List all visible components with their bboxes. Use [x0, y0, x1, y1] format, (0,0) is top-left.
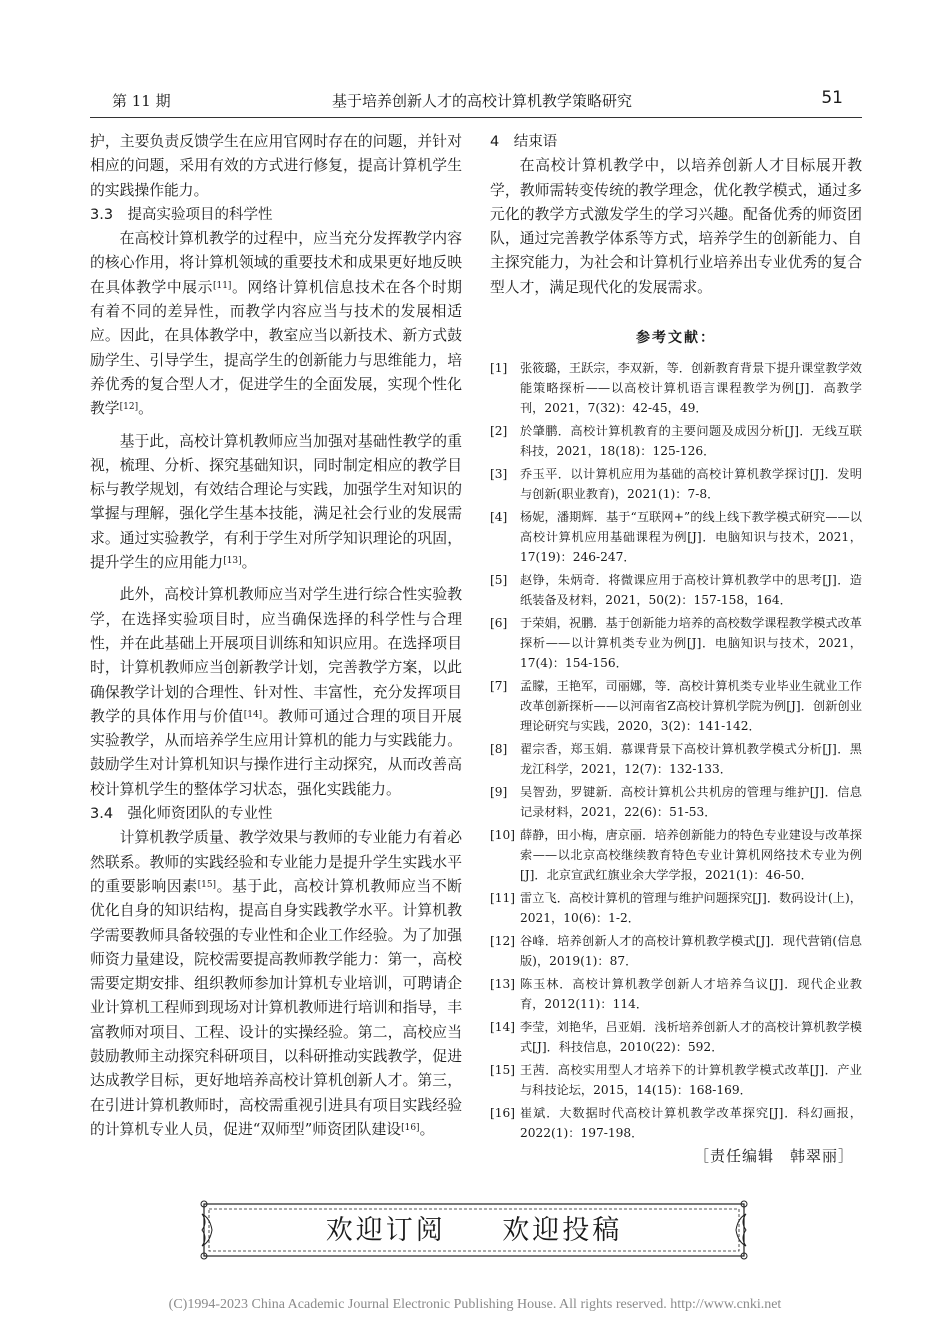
reference-item	[490, 570, 862, 610]
paragraph: 在高校计算机教学的过程中，应当充分发挥教学内容的核心作用，将计算机领域的重要技术和成果更好地反映在具体教学中展示[11]。网络计算机信息技术在各个时期有着不同的差异性，而教学内容应当与技术的发展相适应。因此，在具体教学中，教室应当以新技术、新方式鼓励学生、引导学生，提高学生的创新能力与思维能力，培养优秀的复合型人才，促进学生的全面发展，实现个性化教学[12]。	[90, 230, 462, 418]
reference-text: 薛静，田小梅，唐京丽．培养创新能力的特色专业建设与改革探索——以北京高校继续教育特色专业计算机网络技术专业为例[J]．北京宣武红旗业余大学学报，2021(1)：46-50．	[520, 828, 862, 883]
reference-number: [9]	[490, 785, 508, 800]
reference-item	[490, 507, 862, 567]
reference-number: [2]	[490, 424, 508, 439]
reference-number: [10]	[490, 828, 516, 843]
reference-item	[490, 464, 862, 504]
reference-text: 王茜．高校实用型人才培养下的计算机教学模式改革[J]．产业与科技论坛，2015，14(15)：168-169．	[520, 1063, 862, 1098]
reference-text: 于荣娟，祝鹏．基于创新能力培养的高校数学课程教学模式改革探析——以计算机类专业为例[J]．电脑知识与技术，2021，17(4)：154-156．	[520, 616, 862, 671]
left-column	[90, 130, 462, 1142]
running-header	[112, 84, 847, 114]
reference-text: 崔斌．大数据时代高校计算机教学改革探究[J]．科幻画报，2022(1)：197-198．	[520, 1106, 862, 1141]
running-title: 基于培养创新人才的高校计算机教学策略研究	[332, 92, 633, 110]
reference-text: 李莹，刘艳华，吕亚娟．浅析培养创新人才的高校计算机教学模式[J]．科技信息，2010(22)：592．	[520, 1020, 862, 1055]
citation[interactable]: [15]	[197, 879, 217, 890]
reference-number: [11]	[490, 891, 516, 906]
reference-number: [8]	[490, 742, 508, 757]
reference-item	[490, 1060, 862, 1100]
section-heading-3-3: 3.3 提高实验项目的科学性	[90, 206, 273, 223]
reference-text: 於肇鹏．高校计算机教育的主要问题及成因分析[J]．无线互联科技，2021，18(18)：125-126．	[520, 424, 862, 459]
reference-text: 翟宗香，郑玉娟．慕课背景下高校计算机教学模式分析[J]．黑龙江科学，2021，12(7)：132-133．	[520, 742, 862, 777]
citation[interactable]: [13]	[223, 556, 242, 567]
citation[interactable]: [11]	[212, 280, 232, 291]
reference-number: [16]	[490, 1106, 516, 1121]
reference-number: [15]	[490, 1063, 516, 1078]
reference-item	[490, 739, 862, 779]
paragraph: 基于此，高校计算机教师应当加强对基础性教学的重视，梳理、分析、探究基础知识，同时制定相应的教学目标与教学规划，有效结合理论与实践，加强学生对知识的掌握与理解，强化学生基本技能，满足社会行业的发展需求。通过实验教学，有利于学生对所学知识理论的巩固，提升学生的应用能力[13]。	[90, 432, 462, 572]
cnki-footer: (C)1994-2023 China Academic Journal Electronic Publishing House. All rights reserved. http://www.cnki.net	[168, 1297, 782, 1312]
reference-number: [4]	[490, 510, 508, 525]
reference-item	[490, 1017, 862, 1057]
reference-text: 雷立飞．高校计算机的管理与维护问题探究[J]．数码设计(上)，2021，10(6)：1-2．	[520, 891, 862, 926]
section-heading-3-4: 3.4 强化师资团队的专业性	[90, 806, 273, 823]
paragraph: 计算机教学质量、教学效果与教师的专业能力有着必然联系。教师的实践经验和专业能力是提升学生实践水平的重要影响因素[15]。基于此，高校计算机教师应当不断优化自身的知识结构，提高自身实践教学水平。计算机教学需要教师具备较强的专业性和企业工作经验。为了加强师资力量建设，院校需要提高教师教学能力：第一，高校需要定期安排、组织教师参加计算机专业培训，可聘请企业计算机工程师到现场对计算机教师进行培训和指导，丰富教师对项目、工程、设计的实操经验。第二，高校应当鼓励教师主动探究科研项目，以科研推动实践教学，促进达成教学目标，更好地培养高校计算机创新人才。第三，在引进计算机教师时，高校需重视引进具有项目实践经验的计算机专业人员，促进“双师型”师资团队建设[16]。	[90, 829, 462, 1138]
reference-text: 陈玉林．高校计算机教学创新人才培养刍议[J]．现代企业教育，2012(11)：114．	[520, 977, 862, 1012]
reference-number: [12]	[490, 934, 516, 949]
reference-text: 孟朦，王艳军，司丽娜，等．高校计算机类专业毕业生就业工作改革创新探析——以河南省Z高校计算机学院为例[J]．创新创业理论研究与实践，2020，3(2)：141-142．	[520, 679, 862, 734]
reference-number: [7]	[490, 679, 508, 694]
reference-number: [5]	[490, 573, 508, 588]
reference-text: 张筱璐，王跃宗，李双新，等．创新教育背景下提升课堂教学效能策略探析——以高校计算机语言课程教学为例[J]．高教学刊，2021，7(32)：42-45，49．	[520, 361, 862, 416]
reference-text: 杨妮，潘期辉．基于“互联网+”的线上线下教学模式研究——以高校计算机应用基础课程为例[J]．电脑知识与技术，2021，17(19)：246-247．	[520, 510, 862, 565]
paragraph: 此外，高校计算机教师应当对学生进行综合性实验教学，在选择实验项目时，应当确保选择的科学性与合理性，并在此基础上开展项目训练和知识应用。在选择项目时，计算机教师应当创新教学计划，完善教学方案，以此确保教学计划的合理性、针对性、丰富性，充分发挥项目教学的具体作用与价值[14]。教师可通过合理的项目开展实验教学，从而培养学生应用计算机的能力与实践能力。鼓励学生对计算机知识与操作进行主动探究，从而改善高校计算机学生的整体学习状态，强化实践能力。	[90, 586, 462, 798]
reference-item	[490, 358, 862, 418]
subscription-banner	[200, 1200, 748, 1260]
paragraph-continued: 护，主要负责反馈学生在应用官网时存在的问题，并针对相应的问题，采用有效的方式进行修复，提高计算机学生的实践操作能力。	[90, 133, 462, 199]
reference-item	[490, 825, 862, 885]
reference-text: 乔玉平．以计算机应用为基础的高校计算机教学探讨[J]．发明与创新(职业教育)，2021(1)：7-8．	[520, 467, 862, 502]
citation[interactable]: [12]	[119, 402, 139, 413]
section-heading-4: 4 结束语	[490, 134, 558, 150]
issue-label: 第 11 期	[112, 92, 171, 110]
reference-text: 吴智劲，罗键新．高校计算机公共机房的管理与维护[J]．信息记录材料，2021，22(6)：51-53．	[520, 785, 862, 820]
references-list	[490, 358, 862, 1143]
paragraph: 在高校计算机教学中，以培养创新人才目标展开教学，教师需转变传统的教学理念，优化教学模式，通过多元化的教学方式激发学生的学习兴趣。配备优秀的师资团队，通过完善教学体系等方式，培养学生的创新能力、自主探究能力，为社会和计算机行业培养出专业优秀的复合型人才，满足现代化的发展需求。	[490, 157, 862, 296]
page-number: 51	[821, 88, 843, 108]
reference-text: 谷峰．培养创新人才的高校计算机教学模式[J]．现代营销(信息版)，2019(1)：87．	[520, 934, 862, 969]
reference-item	[490, 931, 862, 971]
right-column	[490, 130, 862, 1146]
reference-item	[490, 888, 862, 928]
reference-item	[490, 421, 862, 461]
reference-number: [6]	[490, 616, 508, 631]
reference-item	[490, 676, 862, 736]
reference-number: [14]	[490, 1020, 516, 1035]
reference-number: [1]	[490, 361, 508, 376]
reference-item	[490, 974, 862, 1014]
reference-number: [3]	[490, 467, 508, 482]
banner-text: 欢迎订阅 欢迎投稿	[325, 1215, 623, 1246]
responsible-editor: ［责任编辑 韩翠丽］	[694, 1147, 855, 1165]
reference-number: [13]	[490, 977, 516, 992]
citation[interactable]: [16]	[401, 1122, 420, 1133]
citation[interactable]: [14]	[243, 709, 263, 720]
references-title: 参考文献：	[636, 330, 716, 347]
reference-text: 赵铮，朱炳奇．将微课应用于高校计算机教学中的思考[J]．造纸装备及材料，2021，50(2)：157-158，164．	[520, 573, 862, 608]
header-rule	[90, 117, 862, 118]
reference-item	[490, 613, 862, 673]
reference-item	[490, 1103, 862, 1143]
reference-item	[490, 782, 862, 822]
